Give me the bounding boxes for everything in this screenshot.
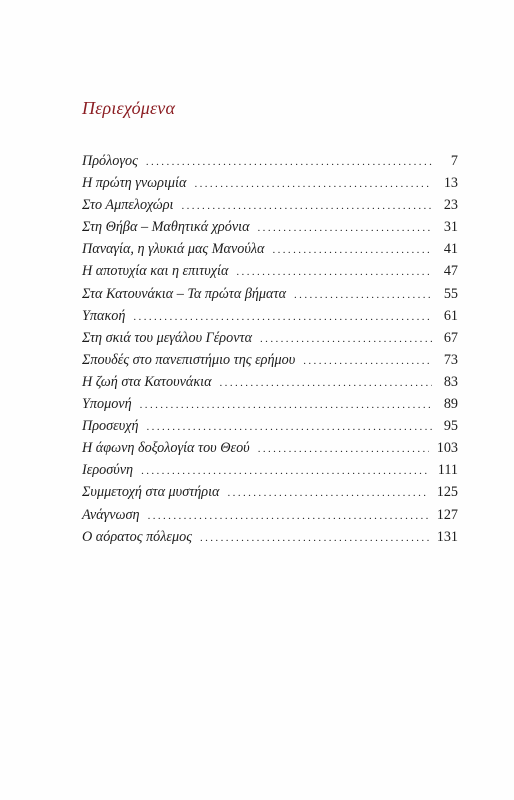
- dot-leader: [220, 377, 432, 389]
- dot-leader: [194, 178, 432, 190]
- toc-entry-label: Στη σκιά του μεγάλου Γέροντα: [82, 329, 253, 346]
- toc-entry-label: Η πρώτη γνωριμία: [82, 175, 187, 192]
- dot-leader: [260, 333, 432, 345]
- toc-entry: [82, 197, 458, 219]
- toc-entry-label: Σπουδές στο πανεπιστήμιο της ερήμου: [82, 351, 296, 368]
- toc-entry: [82, 175, 458, 197]
- dot-leader: [294, 289, 432, 301]
- toc-entry-page: 41: [443, 241, 458, 258]
- dot-leader: [258, 443, 429, 455]
- dot-leader: [272, 244, 432, 256]
- toc-entry-label: Παναγία, η γλυκιά μας Μανούλα: [82, 241, 265, 258]
- toc-entry-label: Η άφωνη δοξολογία του Θεού: [82, 440, 250, 457]
- toc-entry-page: 67: [443, 329, 458, 346]
- toc-entry-page: 47: [443, 263, 458, 280]
- toc-entry-label: Πρόλογος: [82, 153, 138, 169]
- dot-leader: [146, 156, 432, 168]
- toc-entry-label: Ο αόρατος πόλεμος: [82, 528, 192, 545]
- dot-leader: [303, 355, 432, 367]
- toc-entry-page: 131: [436, 528, 458, 545]
- toc-entry-label: Προσευχή: [82, 418, 139, 435]
- toc-entry-label: Στο Αμπελοχώρι: [82, 197, 174, 214]
- dot-leader: [228, 487, 429, 499]
- toc-entry-label: Στα Κατουνάκια – Τα πρώτα βήματα: [82, 285, 287, 302]
- toc-entry-page: 31: [443, 219, 458, 236]
- toc-entry-page: 61: [443, 307, 458, 324]
- toc-entry: [82, 507, 458, 529]
- toc-entry: [82, 286, 458, 308]
- toc-entry: [82, 153, 458, 175]
- toc-entry-label: Η ζωή στα Κατουνάκια: [82, 373, 212, 390]
- dot-leader: [133, 311, 432, 323]
- toc-entry-label: Στη Θήβα – Μαθητικά χρόνια: [82, 219, 250, 236]
- toc-entry-page: 103: [436, 440, 458, 457]
- dot-leader: [181, 200, 432, 212]
- dot-leader: [200, 532, 429, 544]
- toc-entry-label: Ανάγνωση: [82, 506, 140, 523]
- toc-entry: [82, 241, 458, 263]
- toc-entry-page: 111: [437, 462, 458, 479]
- toc-entry-page: 125: [436, 484, 458, 501]
- toc-list: [82, 153, 458, 551]
- dot-leader: [236, 266, 432, 278]
- toc-entry: [82, 529, 458, 551]
- toc-entry: [82, 418, 458, 440]
- toc-entry: [82, 352, 458, 374]
- dot-leader: [148, 510, 429, 522]
- toc-entry: [82, 330, 458, 352]
- toc-entry: [82, 374, 458, 396]
- dot-leader: [258, 222, 432, 234]
- toc-entry: [82, 219, 458, 241]
- toc-entry-page: 73: [443, 351, 458, 368]
- toc-entry-page: 95: [443, 418, 458, 435]
- toc-entry-page: 23: [443, 197, 458, 214]
- toc-entry-page: 83: [443, 373, 458, 390]
- toc-entry-page: 127: [436, 506, 458, 523]
- toc-entry: [82, 308, 458, 330]
- toc-entry-page: 55: [443, 285, 458, 302]
- toc-entry: [82, 440, 458, 462]
- toc-entry: [82, 263, 458, 285]
- toc-entry-label: Υπομονή: [82, 396, 132, 413]
- toc-entry-label: Ιεροσύνη: [82, 462, 134, 479]
- toc-entry-page: 13: [443, 175, 458, 192]
- toc-entry: [82, 396, 458, 418]
- dot-leader: [140, 399, 432, 411]
- dot-leader: [147, 421, 432, 433]
- toc-entry-page: 89: [443, 396, 458, 413]
- dot-leader: [141, 465, 430, 477]
- toc-entry-label: Συμμετοχή στα μυστήρια: [82, 484, 220, 501]
- toc-entry-label: Η αποτυχία και η επιτυχία: [82, 263, 229, 280]
- toc-entry: [82, 462, 458, 484]
- toc-entry: [82, 484, 458, 506]
- toc-entry-page: 7: [450, 153, 458, 169]
- toc-entry-label: Υπακοή: [82, 307, 126, 324]
- toc-title: Περιεχόμενα: [82, 98, 176, 118]
